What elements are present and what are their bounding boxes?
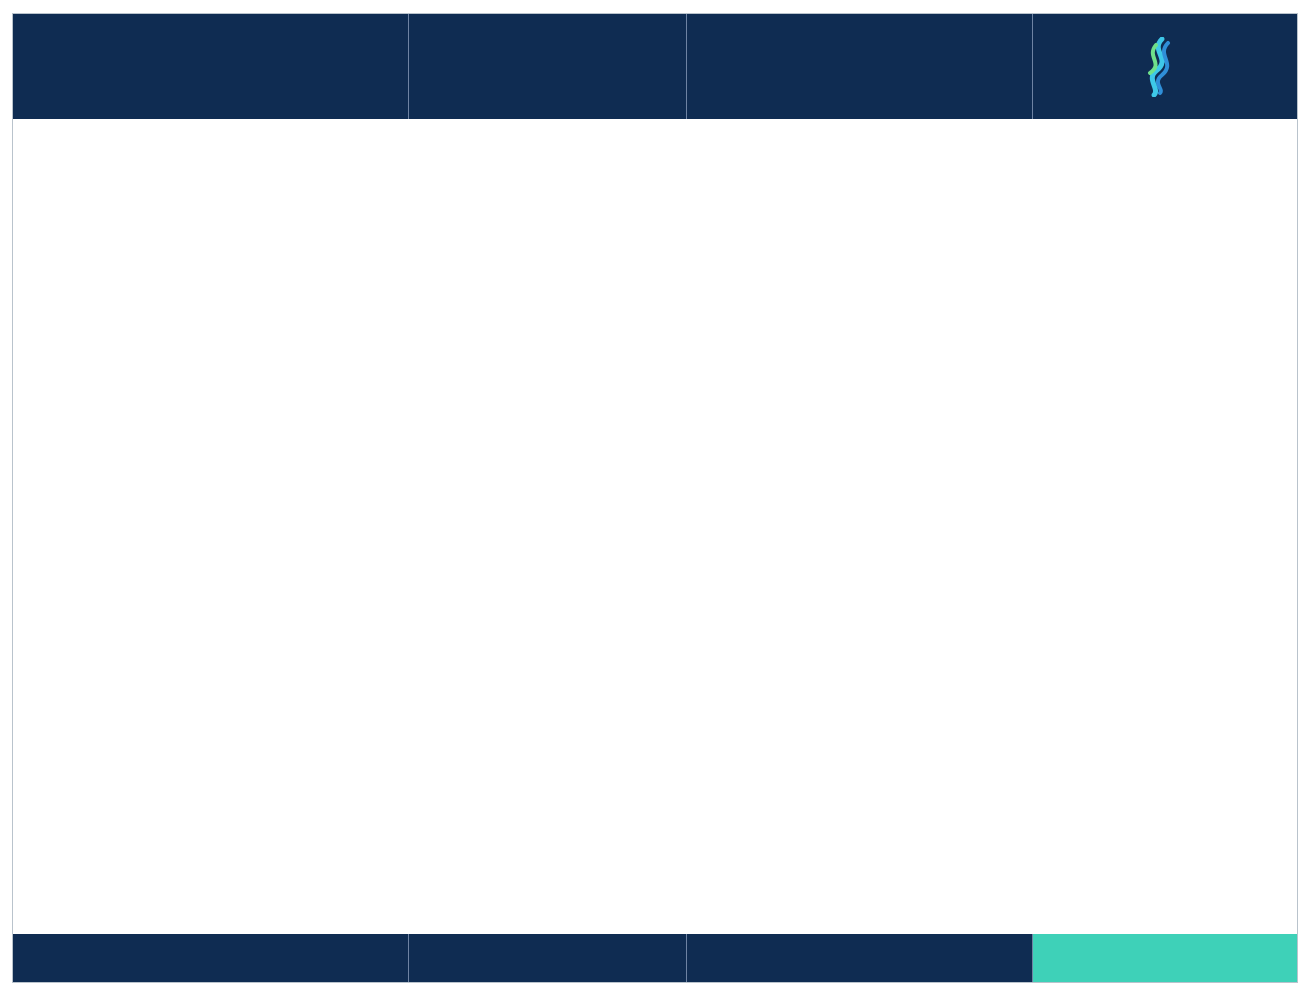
header-otras-herramientas xyxy=(687,14,1033,119)
header-remplaza xyxy=(409,14,687,119)
table-header xyxy=(13,14,1297,119)
footer-other-total xyxy=(687,934,1033,982)
header-jia-crm xyxy=(1033,14,1297,119)
table-footer xyxy=(13,934,1297,982)
jia-logo-icon xyxy=(1142,37,1178,97)
comparison-table xyxy=(12,13,1298,983)
footer-empty xyxy=(13,934,409,982)
footer-jia-total xyxy=(1033,934,1297,982)
header-funcionalidad xyxy=(13,14,409,119)
footer-label xyxy=(409,934,687,982)
